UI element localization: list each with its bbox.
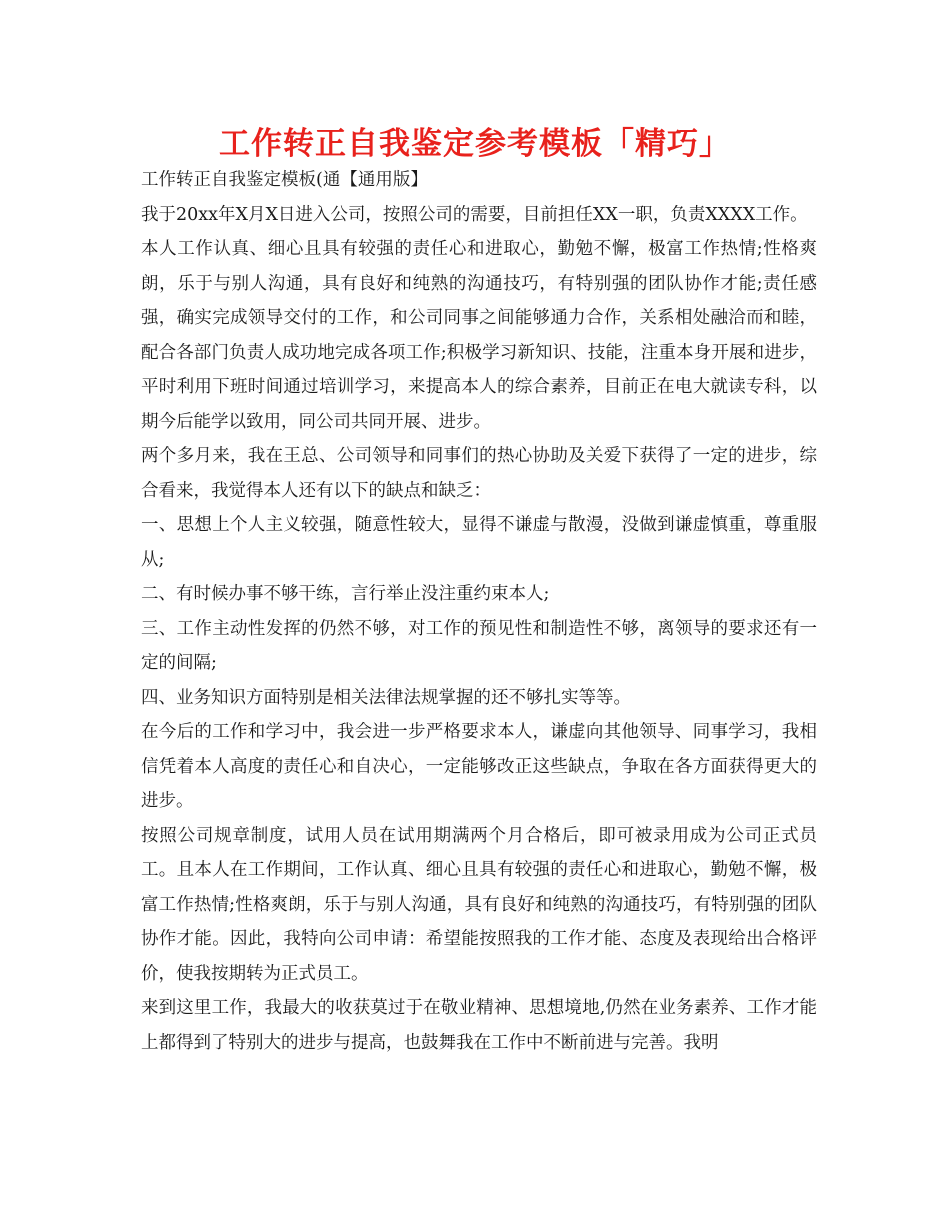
paragraph-shortcoming-4: 四、业务知识方面特别是相关法律法规掌握的还不够扎实等等。 xyxy=(141,687,631,708)
paragraph-shortcoming-2: 二、有时候办事不够干练，言行举止没注重约束本人; xyxy=(141,584,550,604)
paragraph-shortcomings-intro: 两个多月来，我在王总、公司领导和同事们的热心协助及关爱下获得了一定的进步，综合看来，我觉得本人还有以下的缺点和缺乏： xyxy=(141,446,817,501)
paragraph-application: 按照公司规章制度，试用人员在试用期满两个月合格后，即可被录用成为公司正式员工。且本人在工作期间，工作认真、细心且具有较强的责任心和进取心，勤勉不懈，极富工作热情;性格爽朗，乐于与别人沟通，具有良好和纯熟的沟通技巧，有特别强的团队协作才能。因此，我特向公司申请：希望能按照我的工作才能、态度及表现给出合格评价，使我按期转为正式员工。 xyxy=(141,825,817,984)
paragraph-subtitle: 工作转正自我鉴定模板(通【通用版】 xyxy=(141,170,428,190)
paragraph-gains: 来到这里工作，我最大的收获莫过于在敬业精神、思想境地,仍然在业务素养、工作才能上都得到了特别大的进步与提高，也鼓舞我在工作中不断前进与完善。我明 xyxy=(141,998,817,1053)
paragraph-intro: 我于20xx年X月X日进入公司，按照公司的需要，目前担任XX一职，负责XXXX工作。 xyxy=(141,204,808,225)
paragraph-improvement: 在今后的工作和学习中，我会进一步严格要求本人，谦虚向其他领导、同事学习，我相信凭着本人高度的责任心和自决心，一定能够改正这些缺点，争取在各方面获得更大的进步。 xyxy=(141,722,817,811)
document-title: 工作转正自我鉴定参考模板「精巧」 xyxy=(219,126,731,162)
document-body xyxy=(141,163,817,1060)
paragraph-strengths: 本人工作认真、细心且具有较强的责任心和进取心，勤勉不懈，极富工作热情;性格爽朗，乐于与别人沟通，具有良好和纯熟的沟通技巧，有特别强的团队协作才能;责任感强，确实完成领导交付的工作，和公司同事之间能够通力合作，关系相处融洽而和睦，配合各部门负责人成功地完成各项工作;积极学习新知识、技能，注重本身开展和进步，平时利用下班时间通过培训学习，来提高本人的综合素养，目前正在电大就读专科，以期今后能学以致用，同公司共同开展、进步。 xyxy=(141,239,817,432)
paragraph-shortcoming-1: 一、思想上个人主义较强，随意性较大，显得不谦虚与散漫，没做到谦虚慎重，尊重服从; xyxy=(141,515,817,570)
paragraph-shortcoming-3: 三、工作主动性发挥的仍然不够，对工作的预见性和制造性不够，离领导的要求还有一定的间隔; xyxy=(141,618,817,673)
